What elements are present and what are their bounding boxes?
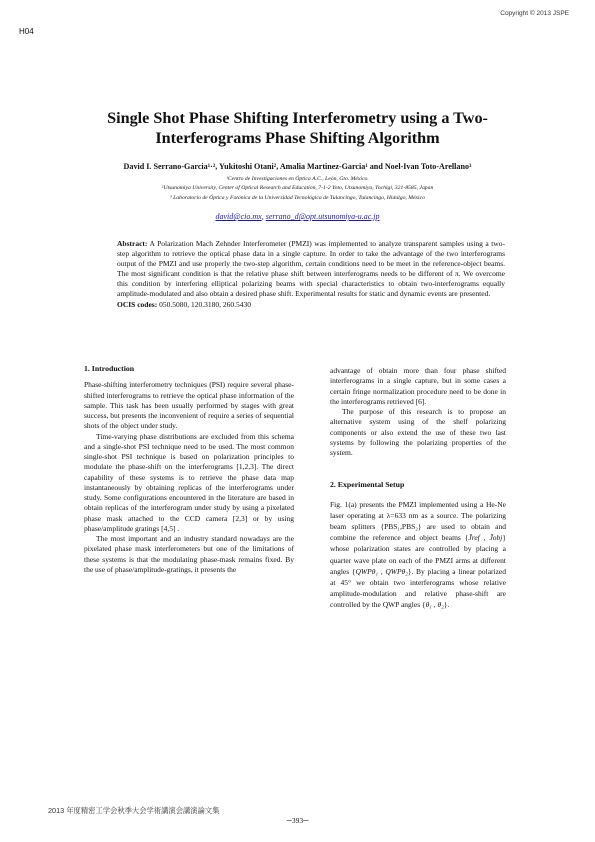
abstract-text: A Polarization Mach Zehnder Interferometer (PMZI) was implemented to analyze transparent samples using a two-step algorithm to retrieve the optical phase data in a single capture. In order to take the advantage of the two interferograms output of the PMZI and use properly the two-step algorithm, certain conditions need to be meet in the reference-object beams. The most significant condition is that the relative phase shift between interferograms needs to be different of π. We overcome this condition by interfering elliptical polarizing beams with special characteristics to obtain two-interferograms equally amplitude-modulated and also obtain a desired phase shift. Experimental results for static and dynamic events are presented. <box>117 239 505 299</box>
affiliation-2: ²Utsunomiya University, Center of Optical Research and Education, 7-1-2 Yoto, Utsunomiya, Tochigi, 321-8585, Japan <box>161 185 434 191</box>
setup-text-d: }. <box>443 600 450 610</box>
author-list: David I. Serrano-Garcia¹·², Yukitoshi Otani², Amalia Martinez-Garcia¹ and Noel-Ivan Toto-Arellano³ <box>123 162 472 171</box>
title-line-1: Single Shot Phase Shifting Interferometry using a Two- <box>107 109 488 127</box>
setup-text-b: } whose polarization states are controlled by placing a quarter wave plate on each of the PMZI arms at different angles { <box>330 533 506 576</box>
affiliation-1: ¹Centro de Investigaciones en Óptica A.C., León, Gto. México. <box>226 176 369 182</box>
ocis-label: OCIS codes: <box>117 299 158 309</box>
email-link-2[interactable]: serrano_d@opt.utsunomiya-u.ac.jp <box>265 212 380 221</box>
setup-paragraph-1 <box>330 499 506 611</box>
right-column <box>330 366 506 611</box>
math-qwp: QWPθ₁ , QWPθ₂ <box>355 566 408 576</box>
email-separator: , <box>261 212 266 221</box>
title-line-2: Interferograms Phase Shifting Algorithm <box>155 129 440 147</box>
paper-title <box>90 108 505 148</box>
intro-paragraph-2: Time-varying phase distributions are excluded from this schema and a single-shot PSI technique need to be used. The most common single-shot PSI technique is based on polarization principles to modulate the phase-shift on the interferograms [1,2,3]. The direct capability of these systems is to retrieve the phase data map instantaneously by obtaining replicas of the interferograms under study. Some configurations encountered in the literature are based in obtain replicas of the interferogram under study by using a pixelated phase mask attached to the CCD camera [2,3] or by using phase/amplitude gratings [4,5] . <box>84 431 294 533</box>
abstract-label: Abstract: <box>117 239 148 248</box>
intro-paragraph-4: advantage of obtain more than four phase shifted interferograms in a single capture, but in some cases a certain fringe normalization procedure need to be done in the interferograms retrieved [6]. <box>330 366 506 406</box>
left-column <box>84 364 294 575</box>
email-link-1[interactable]: david@cio.mx <box>215 212 262 221</box>
ocis-values: 050.5080, 120.3180, 260.5430 <box>157 299 251 309</box>
copyright-notice: Copyright © 2013 JSPE <box>500 10 569 17</box>
math-beams: J̄ref , J̄obj <box>468 533 503 543</box>
contact-emails <box>40 212 555 221</box>
page-number: ─393─ <box>286 816 309 825</box>
intro-paragraph-5: The purpose of this research is to propose an alternative system using of the shelf polarizing components or also extend the use of these two last systems by following the polarizing properties of the system. <box>330 407 506 457</box>
affiliation-3: ³ Laboratorio de Óptica y Fotónica de la Universidad Tecnológica de Tulancingo, Tulancingo, Hidalgo, México <box>169 195 426 201</box>
section-heading-introduction: 1. Introduction <box>84 364 135 373</box>
abstract-block <box>117 239 505 310</box>
proceedings-footer: 2013 年度精密工学会秋季大会学術講演会講演論文集 <box>48 806 220 815</box>
section-heading-setup: 2. Experimental Setup <box>330 480 405 490</box>
intro-paragraph-3: The most important and an industry standard nowadays are the pixelated phase mask interferometers but one of the limitations of these systems is that the modulating phase-mask remains fixed. By the use of phase/amplitude-gratings, it presents the <box>84 534 294 574</box>
intro-paragraph-1: Phase-shifting interferometry techniques (PSI) require several phase-shifted interferograms to retrieve the optical phase information of the sample. This task has been usually performed by stages with great success, but presents the inconvenient of require a series of sequential shots of the object under study. <box>84 380 294 431</box>
math-angles: θ₁ , θ₂ <box>425 600 444 610</box>
setup-text-c: }. By placing a linear polarized at 45° we obtain two interferograms whose relative amplitude-modulation and relative phase-shift are controlled by the QWP angles { <box>330 566 507 610</box>
session-code: H04 <box>19 27 34 36</box>
setup-text-a: Fig. 1(a) presents the PMZI implemented using a He-Ne laser operating at λ=633 nm as a source. The polarizing beam splitters {PBS₁,PBS₂} are used to obtain and combine the reference and object beams { <box>330 499 506 543</box>
